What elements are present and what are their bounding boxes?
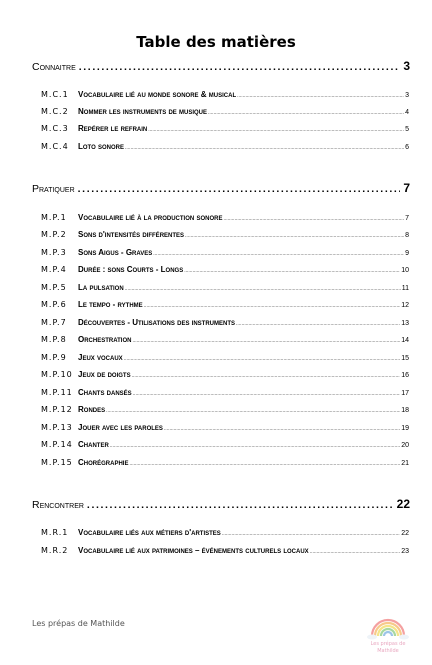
toc-entry[interactable]	[41, 440, 409, 452]
entry-page: 14	[401, 337, 409, 344]
toc-entry[interactable]	[41, 213, 409, 225]
dot-leader	[208, 110, 404, 116]
dot-leader	[110, 443, 400, 449]
entry-code: M.C.3	[41, 124, 69, 133]
entry-page: 18	[401, 407, 409, 414]
toc-entry[interactable]	[41, 124, 409, 136]
entry-page: 15	[401, 355, 409, 362]
toc-entry[interactable]	[41, 405, 409, 417]
footer-text: Les prépas de Mathilde	[32, 619, 125, 628]
entry-code: M.P.15	[41, 458, 73, 467]
entry-label: Durée : sons Courts - Longs	[78, 265, 184, 274]
dot-leader	[185, 233, 404, 239]
entry-page: 11	[401, 285, 409, 292]
dot-leader	[106, 408, 400, 414]
toc-entry[interactable]	[41, 388, 409, 400]
entry-label: Repérer le refrain	[78, 124, 148, 133]
entry-code: M.P.12	[41, 405, 73, 414]
entry-label: Chanter	[78, 440, 109, 449]
entry-code: M.P.3	[41, 248, 67, 257]
dot-leader	[132, 338, 400, 344]
dot-leader	[223, 216, 404, 222]
toc-entry[interactable]	[41, 353, 409, 365]
section-page-number: 3	[403, 59, 410, 73]
dot-leader	[79, 61, 401, 73]
toc-entry[interactable]	[41, 142, 409, 154]
toc-entry[interactable]	[41, 370, 409, 382]
section-heading-connaitre[interactable]	[32, 59, 410, 73]
entry-code: M.P.11	[41, 388, 73, 397]
entry-code: M.R.2	[41, 546, 69, 555]
section-heading-pratiquer[interactable]	[32, 181, 410, 195]
entry-label: Jeux vocaux	[78, 353, 123, 362]
dot-leader	[310, 549, 401, 555]
dot-leader	[153, 251, 404, 257]
dot-leader	[236, 321, 400, 327]
dot-leader	[125, 286, 401, 292]
entry-code: M.P.1	[41, 213, 67, 222]
toc-entry[interactable]	[41, 300, 409, 312]
entry-code: M.C.1	[41, 90, 69, 99]
dot-leader	[87, 499, 394, 511]
rainbow-logo-icon	[358, 612, 418, 656]
dot-leader	[125, 145, 404, 151]
entry-page: 12	[401, 302, 409, 309]
entry-label: Chants dansés	[78, 388, 132, 397]
toc-entry[interactable]	[41, 283, 409, 295]
entry-label: Chorégraphie	[78, 458, 129, 467]
svg-text:Les prépas de: Les prépas de	[370, 641, 406, 647]
entry-page: 21	[401, 460, 409, 467]
dot-leader	[124, 356, 401, 362]
toc-entry[interactable]	[41, 423, 409, 435]
entry-code: M.C.4	[41, 142, 69, 151]
toc-entry[interactable]	[41, 248, 409, 260]
entry-code: M.P.7	[41, 318, 67, 327]
entry-code: M.P.5	[41, 283, 67, 292]
entry-page: 7	[405, 215, 409, 222]
section-page-number: 22	[396, 497, 410, 511]
svg-text:Mathilde: Mathilde	[377, 648, 399, 654]
entry-label: Rondes	[78, 405, 106, 414]
entry-code: M.P.4	[41, 265, 67, 274]
dot-leader	[78, 183, 401, 195]
entry-code: M.R.1	[41, 528, 69, 537]
dot-leader	[184, 268, 400, 274]
entry-page: 9	[405, 250, 409, 257]
entry-label: Vocabulaire lié au monde sonore & musical	[78, 90, 237, 99]
dot-leader	[164, 426, 400, 432]
dot-leader	[148, 127, 404, 133]
entry-page: 10	[401, 267, 409, 274]
entry-code: M.P.6	[41, 300, 67, 309]
entry-code: M.P.13	[41, 423, 73, 432]
entry-label: Nommer les instruments de musique	[78, 107, 208, 116]
entry-label: Sons d'intensités différentes	[78, 230, 185, 239]
entry-code: M.P.9	[41, 353, 67, 362]
toc-entry[interactable]	[41, 528, 409, 540]
entry-code: M.P.2	[41, 230, 67, 239]
entry-label: La pulsation	[78, 283, 124, 292]
entry-code: M.C.2	[41, 107, 69, 116]
toc-entry[interactable]	[41, 107, 409, 119]
entry-page: 3	[405, 92, 409, 99]
dot-leader	[132, 373, 401, 379]
dot-leader	[133, 391, 401, 397]
entry-page: 8	[405, 232, 409, 239]
toc-entry[interactable]	[41, 318, 409, 330]
toc-entry[interactable]	[41, 265, 409, 277]
entry-code: M.P.14	[41, 440, 73, 449]
entry-page: 20	[401, 442, 409, 449]
entry-label: Vocabulaire liés aux métiers d'artistes	[78, 528, 221, 537]
toc-entry[interactable]	[41, 458, 409, 470]
page-title: Table des matières	[136, 33, 296, 51]
entry-label: Sons Aigus - Graves	[78, 248, 153, 257]
entry-label: Le tempo - rythme	[78, 300, 143, 309]
dot-leader	[144, 303, 401, 309]
toc-entry[interactable]	[41, 230, 409, 242]
entry-page: 19	[401, 425, 409, 432]
toc-entry[interactable]	[41, 546, 409, 558]
entry-page: 5	[405, 126, 409, 133]
toc-entry[interactable]	[41, 335, 409, 347]
entry-label: Vocabulaire lié aux patrimoines – événements culturels locaux	[78, 546, 309, 555]
entry-label: Jeux de doigts	[78, 370, 131, 379]
entry-page: 6	[405, 144, 409, 151]
entry-page: 17	[401, 390, 409, 397]
dot-leader	[237, 93, 404, 99]
toc-entry[interactable]	[41, 90, 409, 102]
section-heading-rencontrer[interactable]	[32, 497, 410, 511]
entry-page: 22	[401, 530, 409, 537]
dot-leader	[129, 461, 400, 467]
entry-label: Jouer avec les paroles	[78, 423, 163, 432]
entry-label: Découvertes - Utilisations des instruments	[78, 318, 236, 327]
entry-code: M.P.8	[41, 335, 67, 344]
entry-page: 13	[401, 320, 409, 327]
section-label: Rencontrer	[32, 499, 84, 511]
entry-page: 16	[401, 372, 409, 379]
entry-page: 4	[405, 109, 409, 116]
entry-page: 23	[401, 548, 409, 555]
section-label: Pratiquer	[32, 183, 75, 195]
entry-label: Vocabulaire lié à la production sonore	[78, 213, 223, 222]
entry-label: Orchestration	[78, 335, 132, 344]
dot-leader	[222, 531, 400, 537]
entry-label: Loto sonore	[78, 142, 125, 151]
section-page-number: 7	[403, 181, 410, 195]
section-label: Connaitre	[32, 61, 76, 73]
entry-code: M.P.10	[41, 370, 73, 379]
